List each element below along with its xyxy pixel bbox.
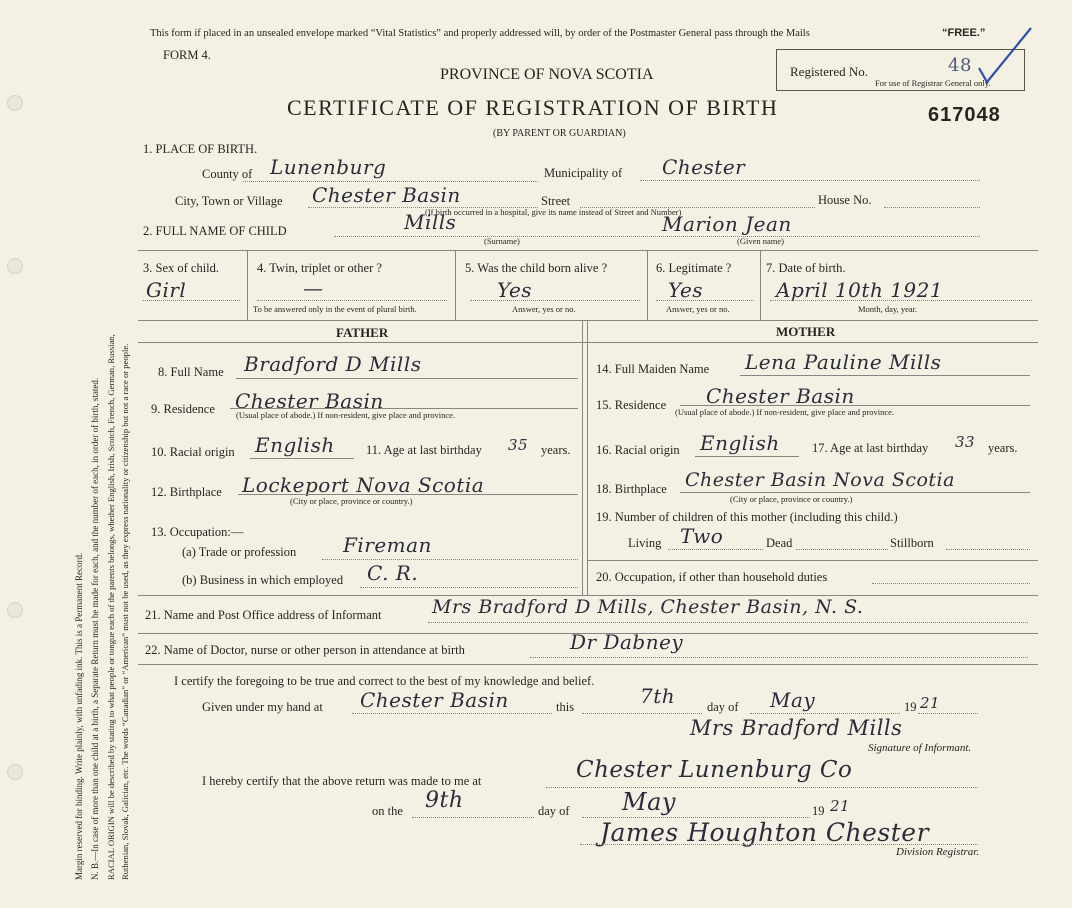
father-heading: FATHER [336,325,389,340]
certificate-number: 617048 [928,104,1001,126]
city-label: City, Town or Village [175,194,283,208]
twin-label: 4. Twin, triplet or other ? [257,261,382,275]
twin-value: — [303,276,324,300]
return-place: Chester Lunenburg Co [576,757,853,783]
mother-birthplace-note: (City or place, province or country.) [730,494,853,504]
given-year: 21 [920,694,941,712]
city-value: Chester Basin [312,183,461,207]
father-age-value: 35 [508,436,529,454]
child-given-name: Marion Jean [662,212,792,236]
father-birthplace-label: 12. Birthplace [151,485,222,499]
father-name-value: Bradford D Mills [244,352,422,376]
father-trade-value: Fireman [343,533,432,557]
doctor-label: 22. Name of Doctor, nurse or other person in attendance at birth [145,643,465,657]
living-value: Two [680,524,724,548]
province-heading: PROVINCE OF NOVA SCOTIA [440,66,654,83]
surname-note: (Surname) [484,236,520,246]
reg-year-prefix: 19 [812,804,825,818]
birth-date-value: April 10th 1921 [776,278,944,302]
legitimate-note: Answer, yes or no. [666,304,730,314]
given-day: 7th [640,684,676,708]
check-mark-icon [975,24,1035,88]
house-no-label: House No. [818,193,872,207]
father-occupation-label: 13. Occupation:— [151,525,244,539]
father-birthplace-note: (City or place, province or country.) [290,496,413,506]
mother-birthplace-value: Chester Basin Nova Scotia [685,469,955,491]
mail-note: This form if placed in an unsealed envelope marked “Vital Statistics” and properly addressed will, by order of the Postmaster General pass through the Mails [150,28,810,39]
doctor-value: Dr Dabney [570,630,684,654]
registrar-signature: James Houghton Chester [600,818,930,847]
margin-note-1: Margin reserved for binding. Write plainly, with unfading ink. This is a Permanent Record. [74,552,84,880]
margin-note-3: RACIAL ORIGIN will be described by stating to what people or tongue each of the parents belongs, whether English, Irish, Scotch, French, German, Russian, [106,334,116,880]
twin-note: To be answered only in the event of plural birth. [253,304,417,314]
birth-date-label: 7. Date of birth. [766,261,846,275]
legitimate-label: 6. Legitimate ? [656,261,732,275]
father-race-label: 10. Racial origin [151,445,235,459]
mother-name-value: Lena Pauline Mills [745,350,942,374]
reg-day-of-label: day of [538,804,570,818]
binding-hole [7,602,23,618]
informant-signature-label: Signature of Informant. [868,742,972,754]
page-subtitle: (BY PARENT OR GUARDIAN) [493,128,626,139]
hospital-note: (If birth occurred in a hospital, give its name instead of Street and Number) [425,207,682,217]
municipality-label: Municipality of [544,166,623,180]
father-name-label: 8. Full Name [158,365,224,379]
father-residence-value: Chester Basin [235,389,384,413]
legitimate-value: Yes [668,278,704,302]
mother-birthplace-label: 18. Birthplace [596,482,667,496]
father-years-label: years. [541,443,571,457]
binding-hole [7,764,23,780]
mother-name-label: 14. Full Maiden Name [596,362,710,376]
father-age-label: 11. Age at last birthday [366,443,482,457]
given-label: Given under my hand at [202,700,323,714]
sex-value: Girl [146,278,187,302]
given-month: May [770,688,816,712]
margin-note-4: Ruthenian, Slovak, Galician, etc. The words “Canadian” or “American” must not be used, as they express nationality or citizenship but not a race or people. [120,343,130,880]
stillborn-label: Stillborn [890,536,934,550]
father-business-label: (b) Business in which employed [182,573,344,587]
living-label: Living [628,536,662,550]
binding-hole [7,95,23,111]
given-place: Chester Basin [360,688,509,712]
mother-children-label: 19. Number of children of this mother (including this child.) [596,510,898,524]
registered-label: Registered No. [790,64,868,79]
place-of-birth-heading: 1. PLACE OF BIRTH. [143,142,258,156]
born-alive-note: Answer, yes or no. [512,304,576,314]
father-birthplace-value: Lockeport Nova Scotia [242,473,485,497]
margin-note-2: N. B.—In case of more than one child at a birth, a Separate Return must be made for each, and the number of each, in order of birth, stated. [90,377,100,880]
sex-label: 3. Sex of child. [143,261,220,275]
county-value: Lunenburg [270,155,387,179]
child-surname: Mills [404,210,457,234]
dead-label: Dead [766,536,793,550]
street-label: Street [541,194,571,208]
page-title: CERTIFICATE OF REGISTRATION OF BIRTH [287,95,779,120]
mother-age-label: 17. Age at last birthday [812,441,929,455]
father-residence-note: (Usual place of abode.) If non-resident, give place and province. [236,410,456,420]
father-business-value: C. R. [367,561,419,585]
registration-year: 21 [830,797,851,815]
informant-value: Mrs Bradford D Mills, Chester Basin, N. S. [432,596,864,618]
registrar-label: Division Registrar. [896,846,980,858]
form-number: FORM 4. [163,48,211,62]
this-label: this [556,700,575,714]
mother-years-label: years. [988,441,1018,455]
birth-date-note: Month, day, year. [858,304,918,314]
mother-age-value: 33 [955,433,976,451]
county-label: County of [202,167,253,181]
binding-hole [7,258,23,274]
registration-month: May [622,788,676,816]
informant-signature: Mrs Bradford Mills [690,716,903,740]
mother-occupation-label: 20. Occupation, if other than household duties [596,570,828,584]
return-label: I hereby certify that the above return was made to me at [202,774,482,788]
mother-race-value: English [700,431,780,455]
child-name-label: 2. FULL NAME OF CHILD [143,224,287,238]
born-alive-value: Yes [497,278,533,302]
year-prefix: 19 [904,700,917,714]
informant-label: 21. Name and Post Office address of Informant [145,608,382,622]
free-mark: “FREE.” [942,27,986,39]
mother-residence-value: Chester Basin [706,384,855,408]
father-residence-label: 9. Residence [151,402,215,416]
registered-number: 48 [948,55,972,76]
given-name-note: (Given name) [737,236,784,246]
on-the-label: on the [372,804,403,818]
day-of-label: day of [707,700,739,714]
municipality-value: Chester [662,155,746,179]
born-alive-label: 5. Was the child born alive ? [465,261,608,275]
father-trade-label: (a) Trade or profession [182,545,297,559]
mother-residence-note: (Usual place of abode.) If non-resident, give place and province. [675,407,895,417]
registration-day: 9th [425,788,464,813]
mother-residence-label: 15. Residence [596,398,667,412]
father-race-value: English [255,433,335,457]
certify-text: I certify the foregoing to be true and correct to the best of my knowledge and belief. [174,674,595,688]
mother-heading: MOTHER [776,324,836,339]
registrar-note: For use of Registrar General only. [875,78,991,88]
mother-race-label: 16. Racial origin [596,443,680,457]
